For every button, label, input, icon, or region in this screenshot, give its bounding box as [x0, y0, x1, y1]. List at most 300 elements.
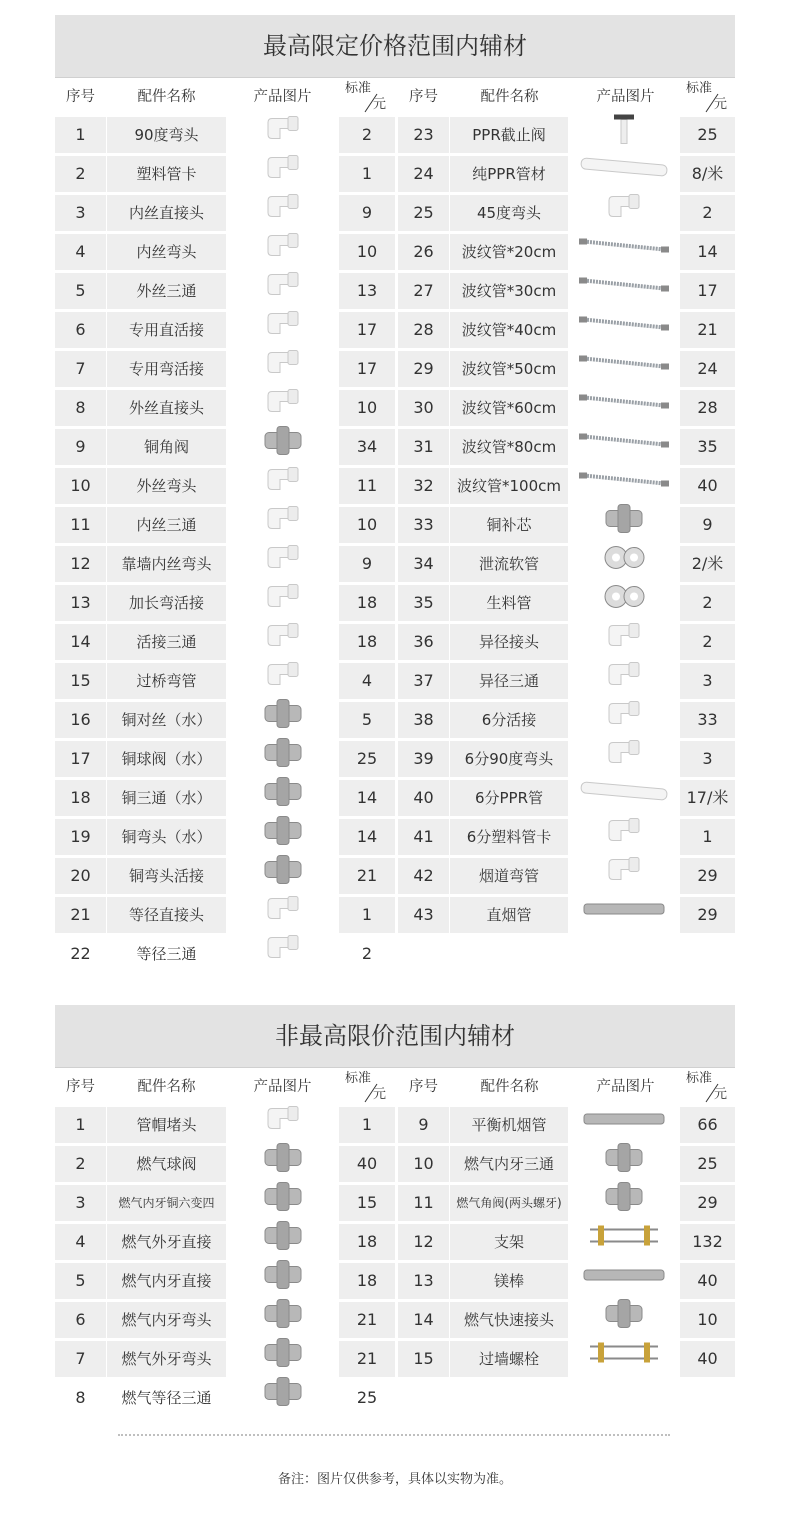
row-image [227, 117, 338, 153]
row-name: 燃气内牙弯头 [107, 1302, 226, 1338]
row-no: 18 [55, 780, 106, 816]
row-price: 17 [680, 273, 735, 309]
row-image [227, 1263, 338, 1299]
footer-note: 备注：图片仅供参考，具体以实物为准。 [277, 1472, 512, 1487]
row-name: 燃气内牙三通 [450, 1146, 568, 1182]
equal-tee-icon [262, 932, 304, 977]
header-name: 配件名称 [480, 89, 539, 105]
row-price: 33 [680, 702, 735, 738]
row-price: 10 [680, 1302, 735, 1338]
header-name: 配件名称 [480, 1079, 539, 1095]
row-name: 燃气内牙直接 [107, 1263, 226, 1299]
table-right [398, 1068, 735, 1379]
row-price: 24 [680, 351, 735, 387]
row-price: 10 [339, 234, 395, 270]
row-image [227, 234, 338, 270]
row-image [569, 351, 679, 387]
table-row [398, 623, 735, 662]
row-name: 波纹管*30cm [450, 273, 568, 309]
row-image [569, 195, 679, 231]
row-no: 26 [398, 234, 449, 270]
row-image [227, 390, 338, 426]
table-row [55, 818, 395, 857]
row-name: 纯PPR管材 [450, 156, 568, 192]
row-name: 镁棒 [450, 1263, 568, 1299]
row-no: 2 [55, 156, 106, 192]
gas-angle-valve-icon [598, 1181, 650, 1226]
row-name: 铜角阀 [107, 429, 226, 465]
row-price: 1 [680, 819, 735, 855]
row-image [227, 780, 338, 816]
row-name: 燃气外牙直接 [107, 1224, 226, 1260]
table-row [55, 623, 395, 662]
table-row [398, 857, 735, 896]
table-row [55, 350, 395, 389]
row-no: 15 [398, 1341, 449, 1377]
table-row [55, 779, 395, 818]
row-no: 36 [398, 624, 449, 660]
table-row [398, 1106, 735, 1145]
row-price: 17 [339, 351, 395, 387]
header-no: 序号 [409, 89, 438, 105]
row-name: 异径接头 [450, 624, 568, 660]
row-price: 35 [680, 429, 735, 465]
bracket-icon [584, 1222, 664, 1263]
header-standard-top: 标准 [686, 81, 713, 96]
row-image [227, 741, 338, 777]
row-image [227, 897, 338, 933]
header-standard-top: 标准 [345, 1071, 372, 1086]
table-row [55, 857, 395, 896]
row-name: 45度弯头 [450, 195, 568, 231]
row-price: 14 [680, 234, 735, 270]
row-no: 15 [55, 663, 106, 699]
table-row [398, 467, 735, 506]
table-row [55, 155, 395, 194]
row-no: 23 [398, 117, 449, 153]
header-standard-top: 标准 [345, 81, 372, 96]
table-left [55, 1068, 395, 1418]
header-no: 序号 [66, 1079, 95, 1095]
row-no: 5 [55, 273, 106, 309]
row-no: 29 [398, 351, 449, 387]
bellows-hose-icon [579, 468, 669, 505]
row-no: 37 [398, 663, 449, 699]
table-row [398, 1340, 735, 1379]
bellows-hose-icon [579, 234, 669, 271]
row-name: 波纹管*80cm [450, 429, 568, 465]
row-price: 29 [680, 897, 735, 933]
table-row [55, 896, 395, 935]
row-image [569, 1341, 679, 1377]
row-image [227, 1107, 338, 1143]
row-name: PPR截止阀 [450, 117, 568, 153]
row-name: 6分90度弯头 [450, 741, 568, 777]
row-name: 燃气球阀 [107, 1146, 226, 1182]
table-row [398, 740, 735, 779]
section-title: 非最高限价范围内辅材 [55, 1005, 735, 1068]
row-price: 18 [339, 1224, 395, 1260]
row-no: 2 [55, 1146, 106, 1182]
table-header [55, 1068, 395, 1106]
row-no: 43 [398, 897, 449, 933]
row-name: 波纹管*50cm [450, 351, 568, 387]
row-name: 波纹管*100cm [450, 468, 568, 504]
header-standard [339, 82, 395, 114]
row-price: 21 [339, 1341, 395, 1377]
row-price: 18 [339, 1263, 395, 1299]
row-name: 燃气等径三通 [121, 1389, 212, 1407]
row-price: 14 [339, 780, 395, 816]
quick-connector-icon [598, 1298, 650, 1343]
bellows-hose-icon [579, 351, 669, 388]
row-name: 6分PPR管 [450, 780, 568, 816]
table-row [398, 662, 735, 701]
row-image [227, 1302, 338, 1338]
row-price: 17 [339, 312, 395, 348]
row-price: 1 [339, 156, 395, 192]
stop-valve-icon [609, 112, 639, 159]
row-no: 6 [55, 312, 106, 348]
row-no: 40 [398, 780, 449, 816]
row-name: 靠墙内丝弯头 [107, 546, 226, 582]
row-no: 28 [398, 312, 449, 348]
row-image [227, 1185, 338, 1221]
table-right [398, 78, 735, 935]
row-no: 13 [55, 585, 106, 621]
row-name: 管帽堵头 [107, 1107, 226, 1143]
row-name: 内丝直接头 [107, 195, 226, 231]
row-no: 9 [398, 1107, 449, 1143]
flue-pipe-icon [582, 897, 666, 933]
row-name: 外丝弯头 [107, 468, 226, 504]
section-max-price [55, 15, 735, 963]
row-name: 异径三通 [450, 663, 568, 699]
row-no: 4 [55, 1224, 106, 1260]
row-price: 9 [680, 507, 735, 543]
row-no: 5 [55, 1263, 106, 1299]
row-name: 塑料管卡 [107, 156, 226, 192]
table-row [398, 311, 735, 350]
row-image [569, 390, 679, 426]
row-name: 支架 [450, 1224, 568, 1260]
header-standard-bottom: 元 [373, 97, 387, 112]
row-image [569, 1224, 679, 1260]
row-no: 33 [398, 507, 449, 543]
row-no: 3 [55, 1185, 106, 1221]
row-image [227, 312, 338, 348]
table-row [398, 896, 735, 935]
row-price: 13 [339, 273, 395, 309]
row-name: 等径直接头 [107, 897, 226, 933]
row-no: 13 [398, 1263, 449, 1299]
table-row [398, 545, 735, 584]
row-no: 10 [398, 1146, 449, 1182]
row-image [227, 702, 338, 738]
table-row [55, 389, 395, 428]
row-name: 波纹管*40cm [450, 312, 568, 348]
row-image [569, 585, 679, 621]
header-image: 产品图片 [596, 1079, 655, 1095]
row-price: 14 [339, 819, 395, 855]
row-image [569, 1263, 679, 1299]
row-price: 25 [680, 1146, 735, 1182]
row-image [227, 429, 338, 465]
row-image [569, 1107, 679, 1143]
row-no: 7 [55, 1341, 106, 1377]
row-no: 17 [55, 741, 106, 777]
table-row [398, 194, 735, 233]
row-name: 铜三通（水） [107, 780, 226, 816]
row-image [569, 624, 679, 660]
table-row [55, 701, 395, 740]
table-row [55, 272, 395, 311]
table-row [55, 1184, 395, 1223]
row-price: 21 [680, 312, 735, 348]
row-no: 14 [398, 1302, 449, 1338]
row-price: 29 [680, 1185, 735, 1221]
row-name: 等径三通 [136, 945, 197, 963]
header-standard-bottom: 元 [714, 1087, 728, 1102]
row-no: 42 [398, 858, 449, 894]
flue-elbow-icon [603, 854, 645, 899]
table-row [398, 428, 735, 467]
header-standard [339, 1072, 395, 1104]
row-no: 1 [55, 1107, 106, 1143]
row-name: 内丝三通 [107, 507, 226, 543]
row-image [227, 156, 338, 192]
table-row [398, 389, 735, 428]
bellows-hose-icon [579, 429, 669, 466]
table-row [55, 1106, 395, 1145]
row-no: 3 [55, 195, 106, 231]
row-price: 2 [680, 195, 735, 231]
row-price: 18 [339, 624, 395, 660]
table-row [55, 740, 395, 779]
row-no: 30 [398, 390, 449, 426]
row-no: 34 [398, 546, 449, 582]
row-image [227, 663, 338, 699]
row-name: 活接三通 [107, 624, 226, 660]
row-image [227, 468, 338, 504]
row-image [227, 1146, 338, 1182]
table-row [55, 935, 395, 974]
row-no: 31 [398, 429, 449, 465]
row-no: 24 [398, 156, 449, 192]
table-left [55, 78, 395, 974]
row-no: 8 [75, 1388, 86, 1407]
row-name: 内丝弯头 [107, 234, 226, 270]
row-image [227, 273, 338, 309]
row-image [227, 819, 338, 855]
table-row [398, 584, 735, 623]
row-no: 1 [55, 117, 106, 153]
row-name: 燃气快速接头 [450, 1302, 568, 1338]
header-standard-bottom: 元 [714, 97, 728, 112]
row-price: 40 [680, 468, 735, 504]
row-image [227, 585, 338, 621]
row-name: 铜补芯 [450, 507, 568, 543]
table-row [398, 116, 735, 155]
row-no: 12 [398, 1224, 449, 1260]
header-no: 序号 [409, 1079, 438, 1095]
row-name: 外丝直接头 [107, 390, 226, 426]
elbow-fitting-icon [603, 737, 645, 782]
elbow-45-icon [603, 191, 645, 236]
row-name: 铜对丝（水） [107, 702, 226, 738]
magnesium-rod-icon [582, 1263, 666, 1299]
header-standard-bottom: 元 [373, 1087, 387, 1102]
section-non-max-price [55, 1005, 735, 1407]
header-name: 配件名称 [137, 1079, 196, 1095]
row-image [569, 429, 679, 465]
table-row [398, 1301, 735, 1340]
header-no: 序号 [66, 89, 95, 105]
table-row [55, 311, 395, 350]
bellows-hose-icon [579, 390, 669, 427]
row-no: 6 [55, 1302, 106, 1338]
row-no: 38 [398, 702, 449, 738]
row-no: 12 [55, 546, 106, 582]
row-name: 铜弯头活接 [107, 858, 226, 894]
row-name: 过桥弯管 [107, 663, 226, 699]
row-price: 132 [680, 1224, 735, 1260]
row-price: 21 [339, 858, 395, 894]
row-image [227, 195, 338, 231]
row-image [569, 156, 679, 192]
table-row [398, 1145, 735, 1184]
row-name: 90度弯头 [107, 117, 226, 153]
row-name: 铜弯头（水） [107, 819, 226, 855]
table-row [398, 701, 735, 740]
table-row [398, 233, 735, 272]
table-row [55, 506, 395, 545]
row-image [227, 1224, 338, 1260]
row-name: 生料管 [450, 585, 568, 621]
row-name: 泄流软管 [450, 546, 568, 582]
row-image [569, 780, 679, 816]
header-standard-top: 标准 [686, 1071, 713, 1086]
table-row [398, 818, 735, 857]
row-price: 2 [339, 117, 395, 153]
row-no: 7 [55, 351, 106, 387]
row-name: 直烟管 [450, 897, 568, 933]
table-row [55, 584, 395, 623]
row-image [227, 624, 338, 660]
table-row [55, 1340, 395, 1379]
row-price: 4 [339, 663, 395, 699]
row-price: 9 [339, 546, 395, 582]
row-name: 平衡机烟管 [450, 1107, 568, 1143]
row-no: 41 [398, 819, 449, 855]
table-header [398, 1068, 735, 1106]
row-image [569, 1185, 679, 1221]
header-image: 产品图片 [253, 1079, 312, 1095]
row-no: 20 [55, 858, 106, 894]
row-image [569, 819, 679, 855]
row-price: 5 [339, 702, 395, 738]
table-row [55, 194, 395, 233]
row-image [569, 897, 679, 933]
header-standard [680, 82, 736, 114]
table-row [55, 1223, 395, 1262]
row-no: 22 [70, 944, 91, 963]
row-image [569, 858, 679, 894]
row-image [569, 1302, 679, 1338]
row-price: 25 [356, 1388, 378, 1407]
row-image [569, 507, 679, 543]
row-name: 燃气外牙弯头 [107, 1341, 226, 1377]
row-image [227, 1380, 338, 1416]
bellows-hose-icon [579, 312, 669, 349]
row-name: 6分活接 [450, 702, 568, 738]
row-price: 15 [339, 1185, 395, 1221]
row-image [569, 468, 679, 504]
header-image: 产品图片 [253, 89, 312, 105]
row-image [569, 741, 679, 777]
row-image [569, 546, 679, 582]
row-no: 14 [55, 624, 106, 660]
header-name: 配件名称 [137, 89, 196, 105]
row-price: 11 [339, 468, 395, 504]
row-price: 17/米 [680, 780, 735, 816]
row-no: 32 [398, 468, 449, 504]
row-no: 11 [398, 1185, 449, 1221]
row-price: 3 [680, 663, 735, 699]
row-name: 加长弯活接 [107, 585, 226, 621]
header-standard [680, 1072, 736, 1104]
table-row [55, 467, 395, 506]
row-image [227, 507, 338, 543]
row-image [569, 312, 679, 348]
row-name: 专用弯活接 [107, 351, 226, 387]
row-price: 1 [339, 1107, 395, 1143]
table-header [55, 78, 395, 116]
row-price: 34 [339, 429, 395, 465]
row-no: 21 [55, 897, 106, 933]
row-name: 波纹管*20cm [450, 234, 568, 270]
row-price: 1 [339, 897, 395, 933]
header-image: 产品图片 [596, 89, 655, 105]
gas-tee-icon [257, 1376, 309, 1421]
row-name: 烟道弯管 [450, 858, 568, 894]
row-image [569, 234, 679, 270]
ppr-pipe-icon [579, 780, 669, 817]
section-title: 最高限定价格范围内辅材 [55, 15, 735, 78]
table-row [398, 1262, 735, 1301]
divider [118, 1434, 670, 1436]
row-no: 35 [398, 585, 449, 621]
table-row [398, 155, 735, 194]
row-no: 39 [398, 741, 449, 777]
row-name: 过墙螺栓 [450, 1341, 568, 1377]
row-price: 10 [339, 390, 395, 426]
table-row [55, 662, 395, 701]
bellows-hose-icon [579, 273, 669, 310]
row-image [227, 1341, 338, 1377]
row-name: 波纹管*60cm [450, 390, 568, 426]
row-price: 40 [339, 1146, 395, 1182]
row-price: 25 [680, 117, 735, 153]
table-row [398, 1223, 735, 1262]
table-header [398, 78, 735, 116]
row-name: 铜球阀（水） [107, 741, 226, 777]
row-name: 外丝三通 [107, 273, 226, 309]
table-row [55, 1145, 395, 1184]
row-no: 27 [398, 273, 449, 309]
row-name: 专用直活接 [107, 312, 226, 348]
table-row [55, 1379, 395, 1418]
